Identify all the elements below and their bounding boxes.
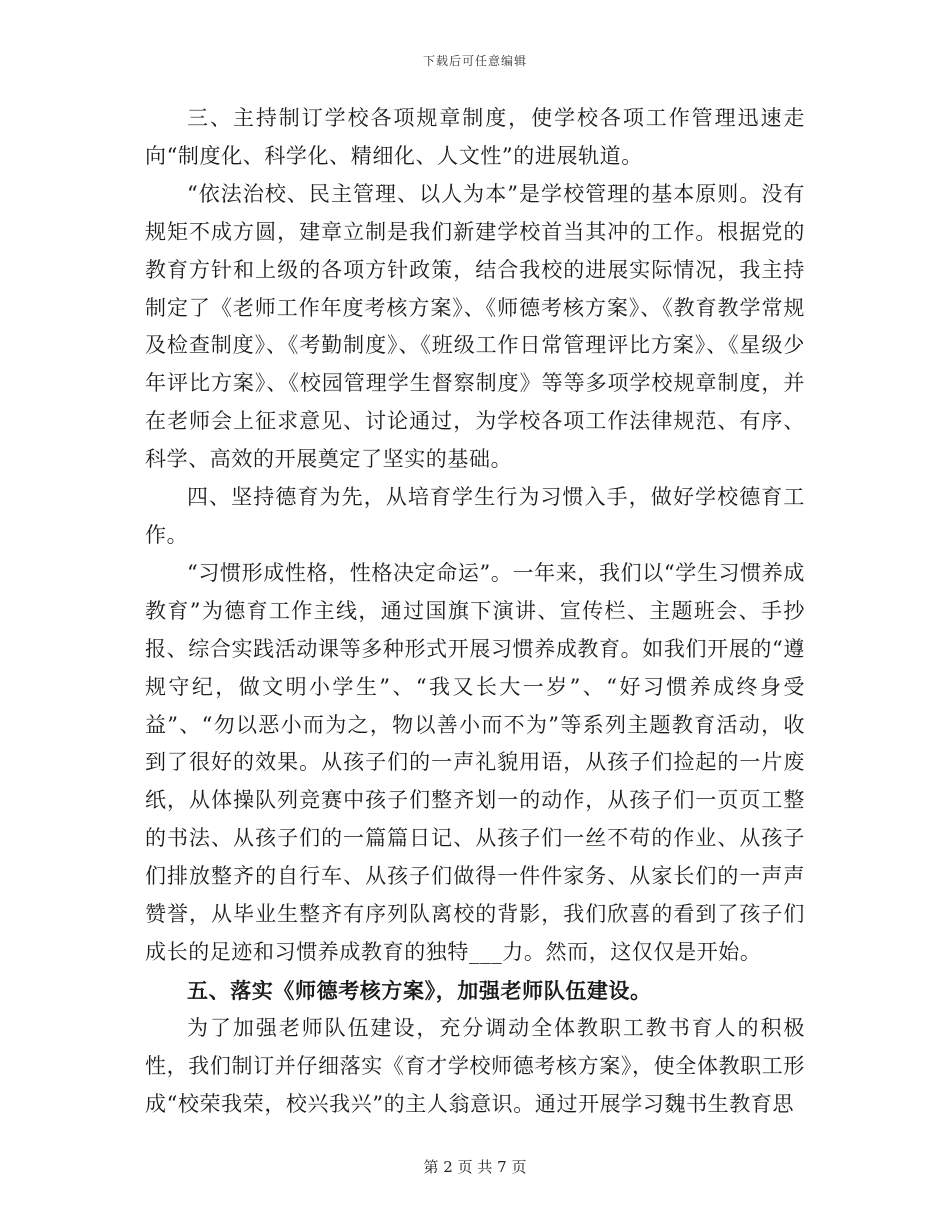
paragraph-rules-regulations: “依法治校、民主管理、以人为本”是学校管理的基本原则。没有规矩不成方圆，建章立制是我们新建学校首当其冲的工作。根据党的教育方针和上级的各项方针政策，结合我校的进展实际情况，我主持制定了《老师工作年度考核方案》、《师德考核方案》、《教育教学常规及检查制度》、《考勤制度》、《班级工作日常管理评比方案》、《星级少年评比方案》、《校园管理学生督察制度》等等多项学校规章制度，并在老师会上征求意见、讨论通过，为学校各项工作法律规范、有序、科学、高效的开展奠定了坚实的基础。: [145, 181, 805, 472]
paragraph-habit-education: “习惯形成性格，性格决定命运”。一年来，我们以“学生习惯养成教育”为德育工作主线，通过国旗下演讲、宣传栏、主题班会、手抄报、综合实践活动课等多种形式开展习惯养成教育。如我们开展的“遵规守纪，做文明小学生”、“我又长大一岁”、“好习惯养成终身受益”、“勿以恶小而为之，物以善小而不为”等系列主题教育活动，收到了很好的效果。从孩子们的一声礼貌用语，从孩子们捡起的一片废纸，从体操队列竞赛中孩子们整齐划一的动作，从孩子们一页页工整的书法、从孩子们的一篇篇日记、从孩子们一丝不苟的作业、从孩子们排放整齐的自行车、从孩子们做得一件件家务、从家长们的一声声赞誉，从毕业生整齐有序列队离校的背影，我们欣喜的看到了孩子们成长的足迹和习惯养成教育的独特___力。然而，这仅仅是开始。: [145, 560, 805, 964]
page-footer: 第 2 页 共 7 页: [423, 1158, 527, 1176]
page-header: 下载后可任意编辑: [422, 54, 527, 68]
paragraph-teacher-team: 为了加强老师队伍建设，充分调动全体教职工教书育人的积极性，我们制订并仔细落实《育才学校师德考核方案》，使全体教职工形成“校荣我荣，校兴我兴”的主人翁意识。通过开展学习魏书生教育思: [145, 1015, 805, 1116]
paragraph-section-five-heading: 五、落实《师德考核方案》，加强老师队伍建设。: [187, 977, 652, 1003]
paragraph-section-four-heading: 四、坚持德育为先，从培育学生行为习惯入手，做好学校德育工作。: [145, 485, 805, 547]
paragraph-section-three-heading: 三、主持制订学校各项规章制度，使学校各项工作管理迅速走向“制度化、科学化、精细化、人文性”的进展轨道。: [145, 106, 805, 168]
document-body: [145, 100, 805, 1123]
